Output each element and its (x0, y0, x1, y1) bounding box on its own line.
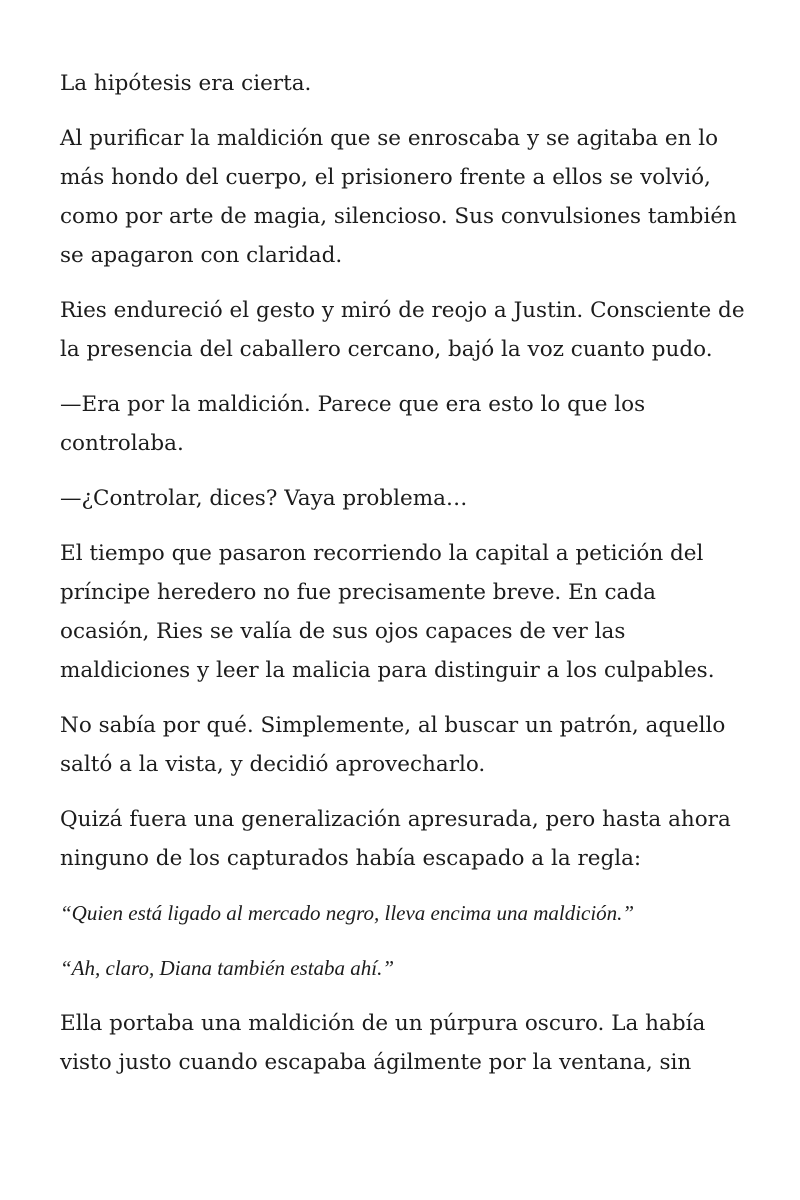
dialogue-line: —¿Controlar, dices? Vaya problema… (60, 486, 468, 511)
dialogue-line: —Era por la maldición. Parece que era esto lo que los controlaba. (60, 392, 646, 456)
paragraph: Quizá fuera una generalización apresurada, pero hasta ahora ninguno de los capturados había escapado a la regla: (60, 807, 731, 871)
paragraph: La hipótesis era cierta. (60, 71, 312, 96)
italic-quote: “Quien está ligado al mercado negro, lleva encima una maldición.” (60, 901, 635, 925)
italic-quote: “Ah, claro, Diana también estaba ahí.” (60, 956, 395, 980)
paragraph: Ella portaba una maldición de un púrpura oscuro. La había visto justo cuando escapaba ágilmente por la ventana, sin (60, 1011, 706, 1075)
paragraph: No sabía por qué. Simplemente, al buscar un patrón, aquello saltó a la vista, y decidió aprovecharlo. (60, 713, 726, 777)
paragraph: El tiempo que pasaron recorriendo la capital a petición del príncipe heredero no fue precisamente breve. En cada ocasión, Ries se valía de sus ojos capaces de ver las maldiciones y leer la malicia para distinguir a los culpables. (60, 541, 715, 683)
paragraph: Al purificar la maldición que se enroscaba y se agitaba en lo más hondo del cuerpo, el prisionero frente a ellos se volvió, como por arte de magia, silencioso. Sus convulsiones también se apagaron con claridad. (60, 126, 737, 268)
paragraph: Ries endureció el gesto y miró de reojo a Justin. Consciente de la presencia del caballero cercano, bajó la voz cuanto pudo. (60, 298, 745, 362)
document-body (60, 64, 750, 1098)
